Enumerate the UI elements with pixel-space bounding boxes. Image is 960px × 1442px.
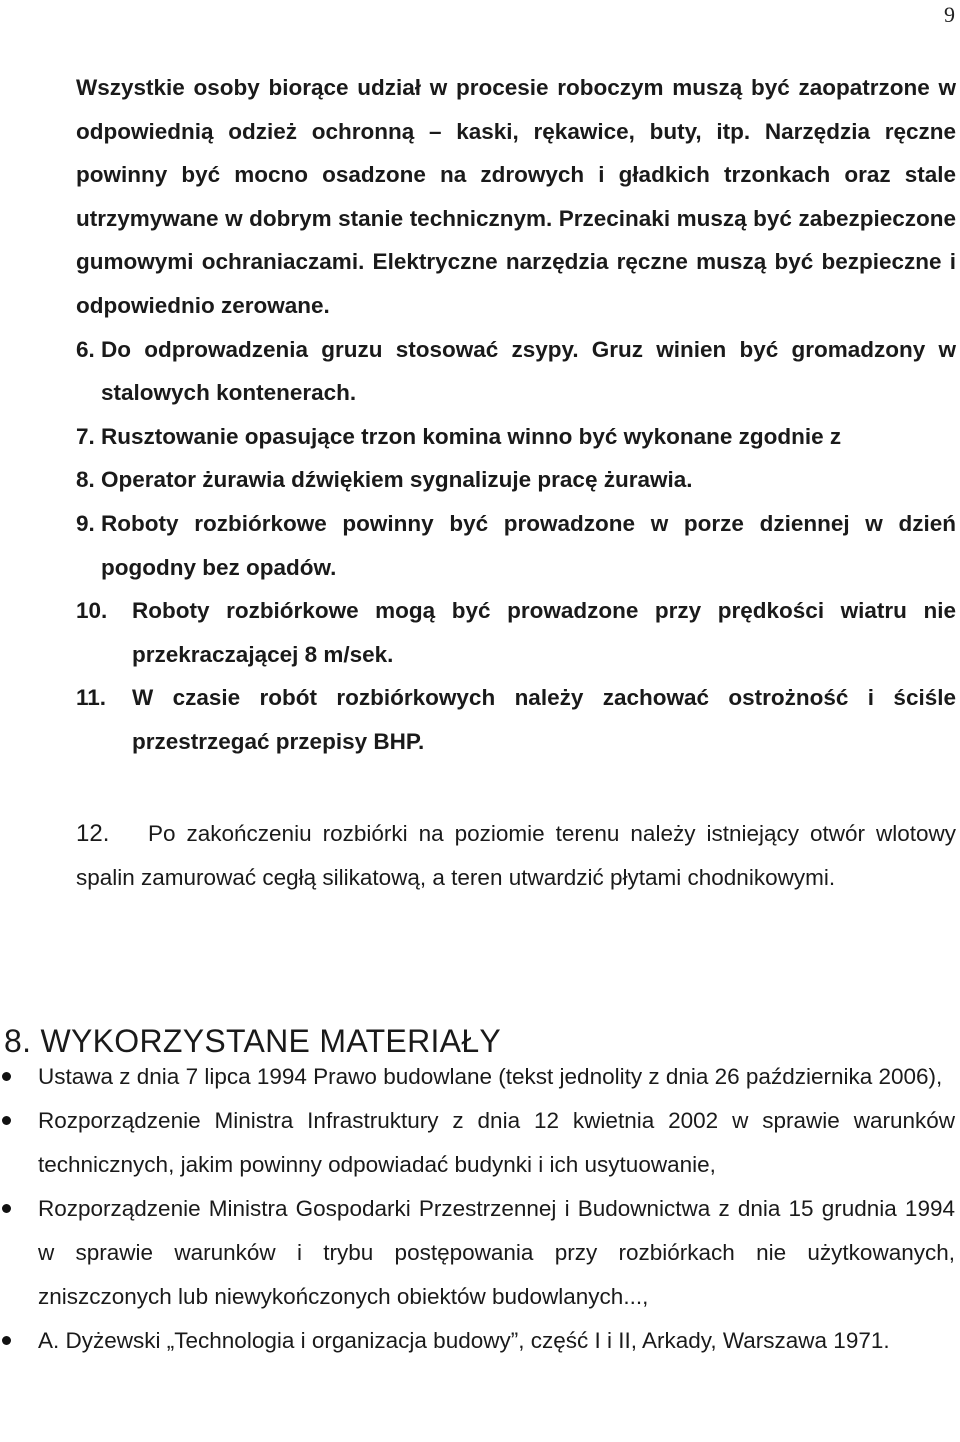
item-text: Do odprowadzenia gruzu stosować zsypy. Gruz winien być gromadzony w stalowych kontenerach. — [101, 336, 956, 406]
list-item-12 — [76, 812, 956, 899]
item-number: 11. — [76, 685, 107, 711]
list-item-9 — [76, 502, 956, 589]
list-item-8 — [76, 458, 956, 502]
item-number: 9. — [76, 510, 102, 536]
references-list — [0, 1055, 960, 1363]
list-item-10 — [76, 589, 956, 676]
item-number: 12. — [76, 820, 110, 847]
reference-item — [0, 1187, 960, 1319]
bullet-icon — [2, 1204, 11, 1213]
reference-text: Ustawa z dnia 7 lipca 1994 Prawo budowlane (tekst jednolity z dnia 26 października 2006), — [38, 1064, 943, 1089]
page-number: 9 — [944, 2, 955, 27]
list-item-11 — [76, 676, 956, 763]
list-item-6 — [76, 328, 956, 415]
item-text: Operator żurawia dźwiękiem sygnalizuje pracę żurawia. — [101, 467, 693, 493]
item-text: W czasie robót rozbiórkowych należy zachować ostrożność i ściśle przestrzegać przepisy BHP. — [132, 685, 956, 754]
item-number: 8. — [76, 467, 102, 493]
bullet-icon — [2, 1116, 11, 1125]
reference-item — [0, 1055, 960, 1099]
reference-item — [0, 1099, 960, 1187]
bullet-icon — [2, 1072, 11, 1081]
reference-item — [0, 1319, 960, 1363]
item-number: 7. — [76, 423, 102, 449]
item-number: 6. — [76, 336, 102, 362]
item-text: Roboty rozbiórkowe mogą być prowadzone przy prędkości wiatru nie przekraczającej 8 m/sek. — [132, 598, 956, 667]
reference-text: A. Dyżewski „Technologia i organizacja budowy”, część I i II, Arkady, Warszawa 1971. — [38, 1328, 890, 1353]
item-text: Rusztowanie opasujące trzon komina winno być wykonane zgodnie z — [101, 423, 842, 449]
bullet-icon — [2, 1336, 11, 1345]
list-item-7 — [76, 415, 956, 459]
reference-text: Rozporządzenie Ministra Infrastruktury z dnia 12 kwietnia 2002 w sprawie warunków technicznych, jakim powinny odpowiadać budynki i ich usytuowanie, — [38, 1108, 955, 1177]
reference-text: Rozporządzenie Ministra Gospodarki Przestrzennej i Budownictwa z dnia 15 grudnia 1994 w sprawie warunków i trybu postępowania przy rozbiórkach nie użytkowanych, zniszczonych lub niewykończonych obiektów budowlanych..., — [38, 1196, 955, 1309]
item-number: 10. — [76, 598, 108, 624]
item-text: Roboty rozbiórkowe powinny być prowadzone w porze dziennej w dzień pogodny bez opadów. — [101, 510, 956, 580]
item-text: Po zakończeniu rozbiórki na poziomie terenu należy istniejący otwór wlotowy spalin zamurować cegłą silikatową, a teren utwardzić płytami chodnikowymi. — [76, 821, 956, 890]
intro-paragraph: Wszystkie osoby biorące udział w procesie roboczym muszą być zaopatrzone w odpowiednią odzież ochronną – kaski, rękawice, buty, itp. Narzędzia ręczne powinny być mocno osadzone na zdrowych i gładkich trzonkach oraz stale utrzymywane w dobrym stanie technicznym. Przecinaki muszą być zabezpieczone gumowymi ochraniaczami. Elektryczne narzędzia ręczne muszą być bezpieczne i odpowiednio zerowane. — [76, 75, 956, 318]
safety-rules-block — [76, 66, 956, 764]
section-heading: 8. WYKORZYSTANE MATERIAŁY — [4, 1022, 502, 1059]
